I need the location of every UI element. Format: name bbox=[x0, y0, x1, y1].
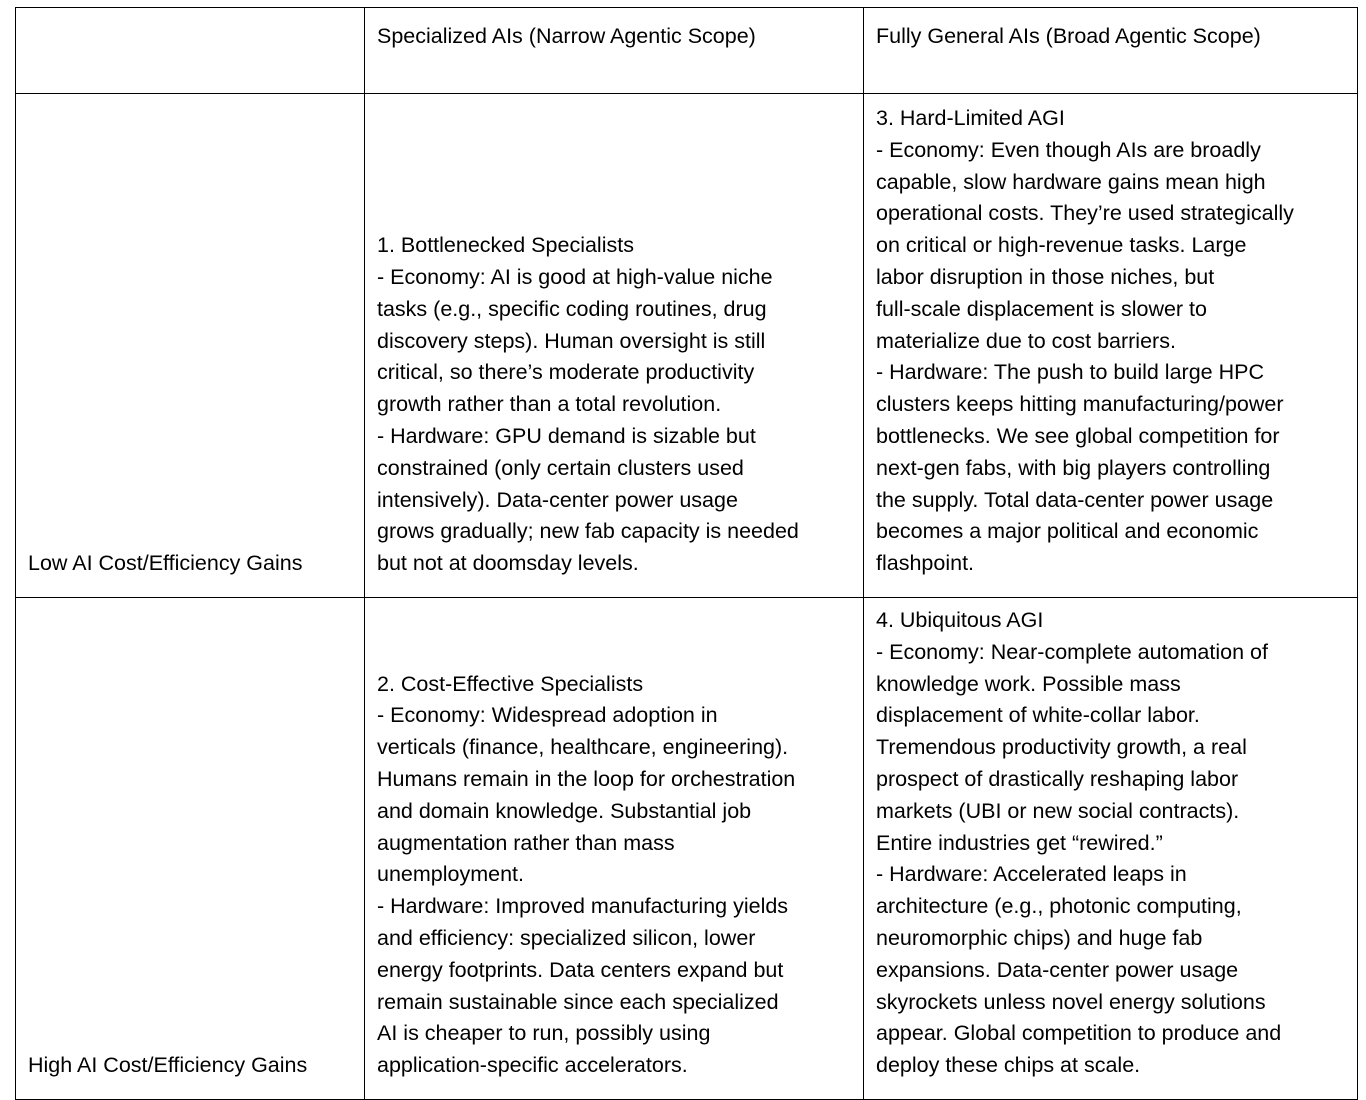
cell-line: 1. Bottlenecked Specialists bbox=[377, 233, 634, 258]
corner-cell bbox=[16, 8, 365, 94]
cell-line: appear. Global competition to produce and bbox=[876, 1021, 1282, 1046]
cell-line: energy footprints. Data centers expand but bbox=[377, 957, 784, 982]
cell-line: clusters keeps hitting manufacturing/power bbox=[876, 392, 1284, 417]
cell-line: neuromorphic chips) and huge fab bbox=[876, 926, 1203, 951]
cell-line: 4. Ubiquitous AGI bbox=[876, 608, 1044, 633]
cell-line: prospect of drastically reshaping labor bbox=[876, 767, 1239, 792]
scenario-matrix-table bbox=[15, 7, 1358, 1100]
cell-line: - Hardware: The push to build large HPC bbox=[876, 360, 1264, 385]
cell-line: bottlenecks. We see global competition for bbox=[876, 424, 1280, 449]
cell-line: Tremendous productivity growth, a real bbox=[876, 735, 1247, 760]
cell-line: skyrockets unless novel energy solutions bbox=[876, 989, 1266, 1014]
cell-line: full-scale displacement is slower to bbox=[876, 296, 1207, 321]
cell-cost-effective-specialists bbox=[365, 598, 864, 1100]
cell-line: flashpoint. bbox=[876, 551, 975, 576]
cell-bottlenecked-specialists bbox=[365, 94, 864, 598]
column-header-specialized: Specialized AIs (Narrow Agentic Scope) bbox=[365, 8, 864, 94]
cell-line: - Hardware: GPU demand is sizable but bbox=[377, 424, 756, 449]
cell-line: - Economy: Near-complete automation of bbox=[876, 639, 1268, 664]
cell-line: - Economy: Widespread adoption in bbox=[377, 703, 718, 728]
cell-line: labor disruption in those niches, but bbox=[876, 265, 1215, 290]
cell-line: Entire industries get “rewired.” bbox=[876, 830, 1163, 855]
cell-line: becomes a major political and economic bbox=[876, 519, 1259, 544]
cell-line: 2. Cost-Effective Specialists bbox=[377, 671, 644, 696]
cell-line: Humans remain in the loop for orchestration bbox=[377, 767, 796, 792]
cell-line: displacement of white-collar labor. bbox=[876, 703, 1200, 728]
cell-line: growth rather than a total revolution. bbox=[377, 392, 722, 417]
row-label-high-gains: High AI Cost/Efficiency Gains bbox=[16, 598, 365, 1100]
cell-hard-limited-agi bbox=[864, 94, 1358, 598]
cell-line: and efficiency: specialized silicon, lower bbox=[377, 926, 756, 951]
header-row bbox=[16, 8, 1358, 94]
cell-ubiquitous-agi bbox=[864, 598, 1358, 1100]
cell-line: but not at doomsday levels. bbox=[377, 551, 639, 576]
cell-line: critical, so there’s moderate productivity bbox=[377, 360, 755, 385]
cell-line: deploy these chips at scale. bbox=[876, 1053, 1141, 1078]
cell-line: AI is cheaper to run, possibly using bbox=[377, 1021, 711, 1046]
cell-line: architecture (e.g., photonic computing, bbox=[876, 894, 1242, 919]
cell-line: - Economy: AI is good at high-value niche bbox=[377, 265, 773, 290]
cell-line: expansions. Data-center power usage bbox=[876, 957, 1239, 982]
cell-line: and domain knowledge. Substantial job bbox=[377, 798, 752, 823]
column-header-general: Fully General AIs (Broad Agentic Scope) bbox=[864, 8, 1358, 94]
cell-line: 3. Hard-Limited AGI bbox=[876, 106, 1065, 131]
cell-line: unemployment. bbox=[377, 862, 524, 887]
cell-line: augmentation rather than mass bbox=[377, 830, 675, 855]
cell-line: - Hardware: Accelerated leaps in bbox=[876, 862, 1187, 887]
cell-line: markets (UBI or new social contracts). bbox=[876, 798, 1240, 823]
cell-line: knowledge work. Possible mass bbox=[876, 671, 1181, 696]
cell-line: remain sustainable since each specialized bbox=[377, 989, 779, 1014]
cell-line: - Hardware: Improved manufacturing yields bbox=[377, 894, 789, 919]
cell-line: grows gradually; new fab capacity is needed bbox=[377, 519, 799, 544]
cell-line: verticals (finance, healthcare, engineering). bbox=[377, 735, 789, 760]
cell-line: on critical or high-revenue tasks. Large bbox=[876, 233, 1247, 258]
row-low-gains bbox=[16, 94, 1358, 598]
cell-line: tasks (e.g., specific coding routines, drug bbox=[377, 296, 767, 321]
cell-line: next-gen fabs, with big players controlling bbox=[876, 455, 1271, 480]
row-label-low-gains: Low AI Cost/Efficiency Gains bbox=[16, 94, 365, 598]
cell-line: materialize due to cost barriers. bbox=[876, 328, 1176, 353]
cell-line: capable, slow hardware gains mean high bbox=[876, 169, 1266, 194]
cell-line: discovery steps). Human oversight is still bbox=[377, 328, 766, 353]
cell-line: intensively). Data-center power usage bbox=[377, 487, 738, 512]
cell-line: operational costs. They’re used strategically bbox=[876, 201, 1294, 226]
cell-line: application-specific accelerators. bbox=[377, 1053, 688, 1078]
cell-line: - Economy: Even though AIs are broadly bbox=[876, 137, 1261, 162]
row-high-gains bbox=[16, 598, 1358, 1100]
cell-line: constrained (only certain clusters used bbox=[377, 455, 744, 480]
cell-line: the supply. Total data-center power usage bbox=[876, 487, 1274, 512]
